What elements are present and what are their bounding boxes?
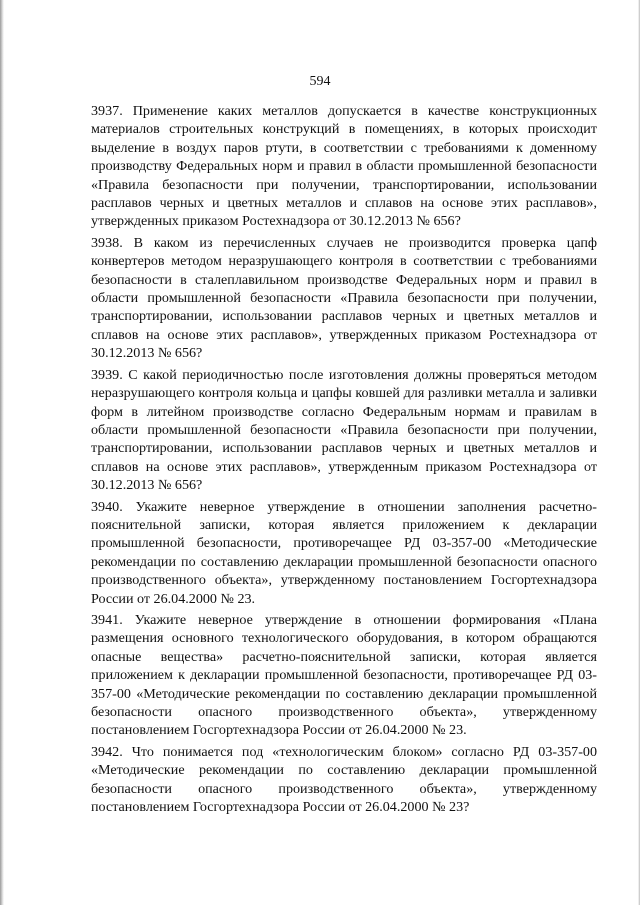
question-3942: 3942. Что понимается под «технологическим блоком» согласно РД 03-357-00 «Методические рекомендации по составлению декларации промышленной безопасности опасного производственного объекта», утвержденному постановлением Госгортехнадзора России от 26.04.2000 № 23?	[91, 743, 597, 816]
page-number: 594	[309, 74, 331, 89]
question-list	[91, 102, 597, 819]
question-3937: 3937. Применение каких металлов допускается в качестве конструкционных материалов строительных конструкций в помещениях, в которых происходит выделение в воздух паров ртути, в соответствии с требованиями к доменному производству Федеральных норм и правил в области промышленной безопасности «Правила безопасности при получении, транспортировании, использовании расплавов черных и цветных металлов и сплавов на основе этих расплавов», утвержденных приказом Ростехнадзора от 30.12.2013 № 656?	[91, 103, 597, 230]
question-3941: 3941. Укажите неверное утверждение в отношении формирования «Плана размещения основного технологического оборудования, в котором обращаются опасные вещества» расчетно-пояснительной записки, которая является приложением к декларации промышленной безопасности, противоречащее РД 03-357-00 «Методические рекомендации по составлению декларации промышленной безопасности опасного производственного объекта», утвержденному постановлением Госгортехнадзора России от 26.04.2000 № 23.	[91, 611, 597, 739]
scan-shadow-left	[0, 0, 4, 905]
question-3938: 3938. В каком из перечисленных случаев не производится проверка цапф конвертеров методом неразрушающего контроля в соответствии с требованиями безопасности в сталеплавильном производстве Федеральных норм и правил в области промышленной безопасности «Правила безопасности при получении, транспортировании, использовании расплавов черных и цветных металлов и сплавов на основе этих расплавов», утвержденных приказом Ростехнадзора от 30.12.2013 № 656?	[91, 234, 597, 362]
question-3940: 3940. Укажите неверное утверждение в отношении заполнения расчетно-пояснительной записки, которая является приложением к декларации промышленной безопасности, противоречащее РД 03-357-00 «Методические рекомендации по составлению декларации промышленной безопасности опасного производственного объекта», утвержденному постановлением Госгортехнадзора России от 26.04.2000 № 23.	[91, 498, 597, 607]
question-3939: 3939. С какой периодичностью после изготовления должны проверяться методом неразрушающего контроля кольца и цапфы ковшей для разливки металла и заливки форм в литейном производстве согласно Федеральным нормам и правилам в области промышленной безопасности «Правила безопасности при получении, транспортировании, использовании расплавов черных и цветных металлов и сплавов на основе этих расплавов», утвержденным приказом Ростехнадзора от 30.12.2013 № 656?	[91, 366, 597, 494]
